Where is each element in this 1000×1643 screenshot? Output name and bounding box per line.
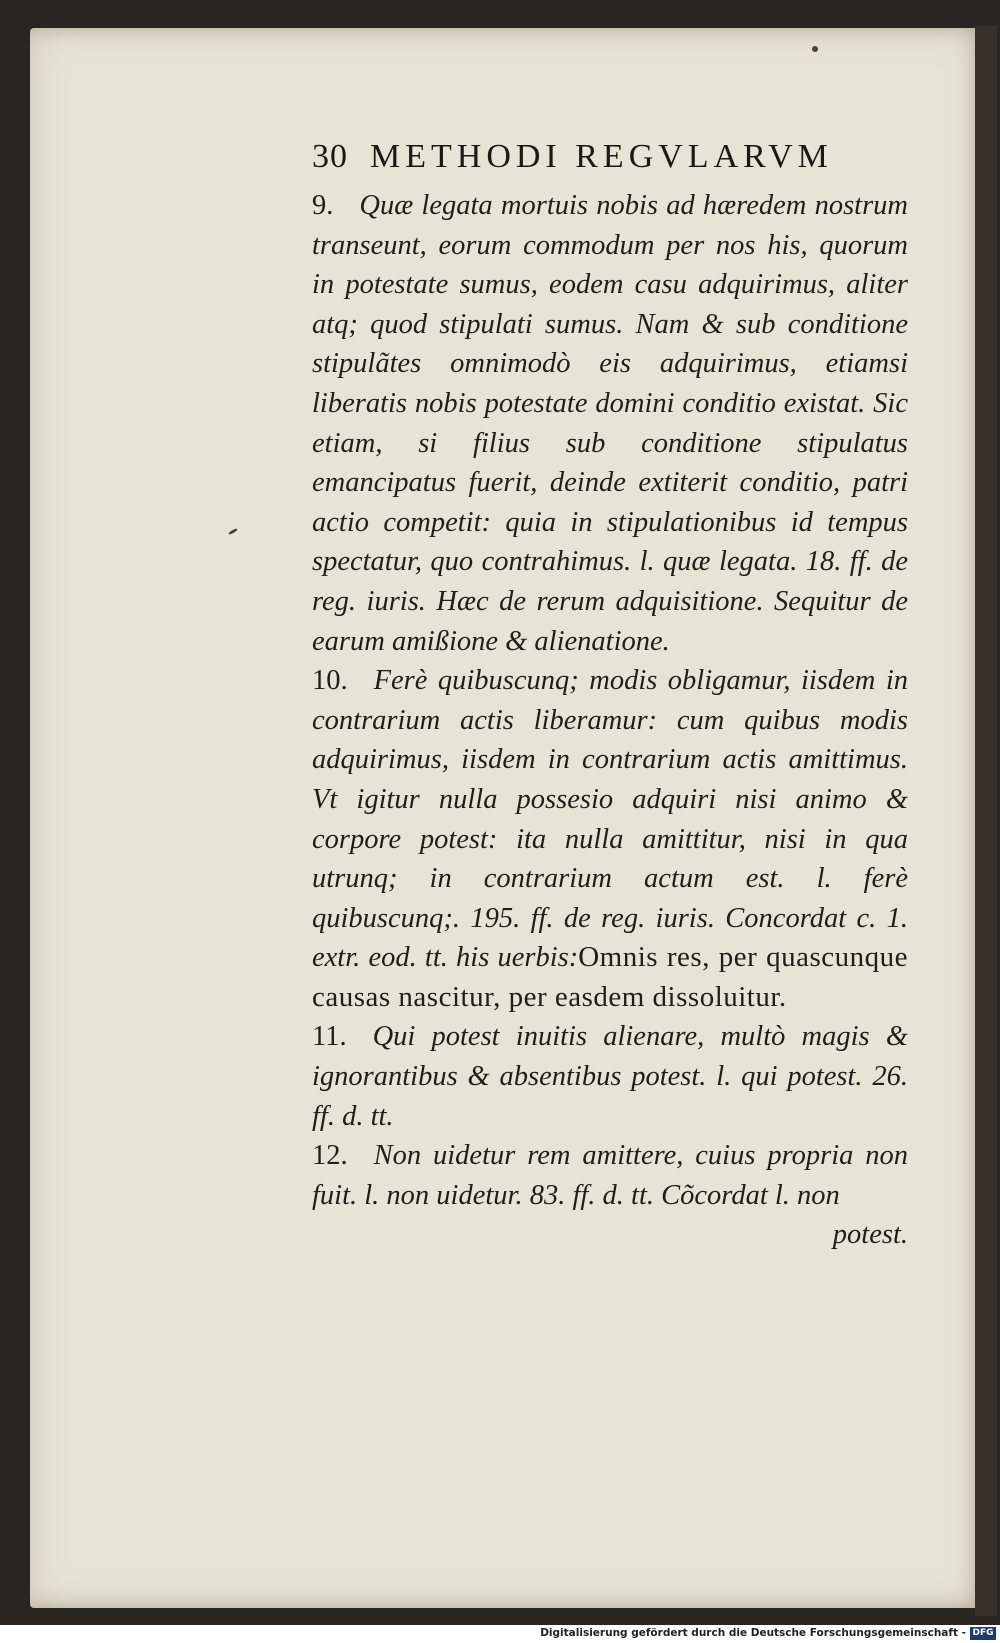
- rule-text: Ferè quibuscunq; modis obligamur, iisdem in contrarium actis liberamur: cum quibus modis adquirimus, iisdem in contrarium actis amittimus. Vt igitur nulla possesio adquiri nisi animo & corpore potest: ita nulla amittitur, nisi in qua utrunq; in contrarium actum est. l. ferè quibuscunq;. 195. ff. de reg. iuris. Concordat c. 1. extr. eod. tt. his uerbis:: [312, 665, 908, 974]
- rule-paragraph-12: [312, 1136, 908, 1255]
- catchword: potest.: [832, 1219, 908, 1251]
- ink-speck: [812, 46, 818, 52]
- rule-number: 11.: [312, 1021, 347, 1053]
- rule-number: 10.: [312, 665, 348, 697]
- dfg-logo: DFG: [970, 1627, 996, 1640]
- rule-text: Quæ legata mortuis nobis ad hæredem nostrum transeunt, eorum commodum per nos his, quorum in potestate sumus, eodem casu adquirimus, aliter atq; quod stipulati sumus. Nam & sub conditione stipulãtes omnimodò eis adquirimus, etiamsi liberatis nobis potestate domini conditio existat. Sic etiam, si filius sub conditione stipulatus emancipatus fuerit, deinde extiterit conditio, patri actio competit: quia in stipulationibus id tempus spectatur, quo contrahimus. l. quæ legata. 18. ff. de reg. iuris. Hæc de rerum adquisitione. Sequitur de earum amißione & alienatione.: [312, 190, 908, 657]
- running-title: METHODI REGVLARVM: [370, 138, 833, 175]
- rule-number: 12.: [312, 1140, 348, 1172]
- rule-paragraph-10: [312, 661, 908, 1017]
- page-binding-edge: [975, 26, 997, 1616]
- running-head: [312, 138, 872, 182]
- rule-number: 9.: [312, 190, 334, 221]
- rule-text: Qui potest inuitis alienare, multò magis & ignorantibus & absentibus potest. l. qui potest. 26. ff. d. tt.: [312, 1021, 908, 1132]
- rule-paragraph-9: [312, 186, 908, 661]
- rule-paragraph-11: [312, 1017, 908, 1136]
- body-text: [312, 186, 908, 1255]
- page-number: 30: [312, 138, 348, 175]
- quoted-maxim: Omnis res, per quascunque causas nascitur, per easdem dissoluitur.: [312, 941, 908, 1013]
- rule-text: Non uidetur rem amittere, cuius propria non fuit. l. non uidetur. 83. ff. d. tt. Cõcordat l. non: [312, 1140, 908, 1211]
- funding-credit: Digitalisierung gefördert durch die Deutsche Forschungsgemeinschaft -: [540, 1627, 966, 1639]
